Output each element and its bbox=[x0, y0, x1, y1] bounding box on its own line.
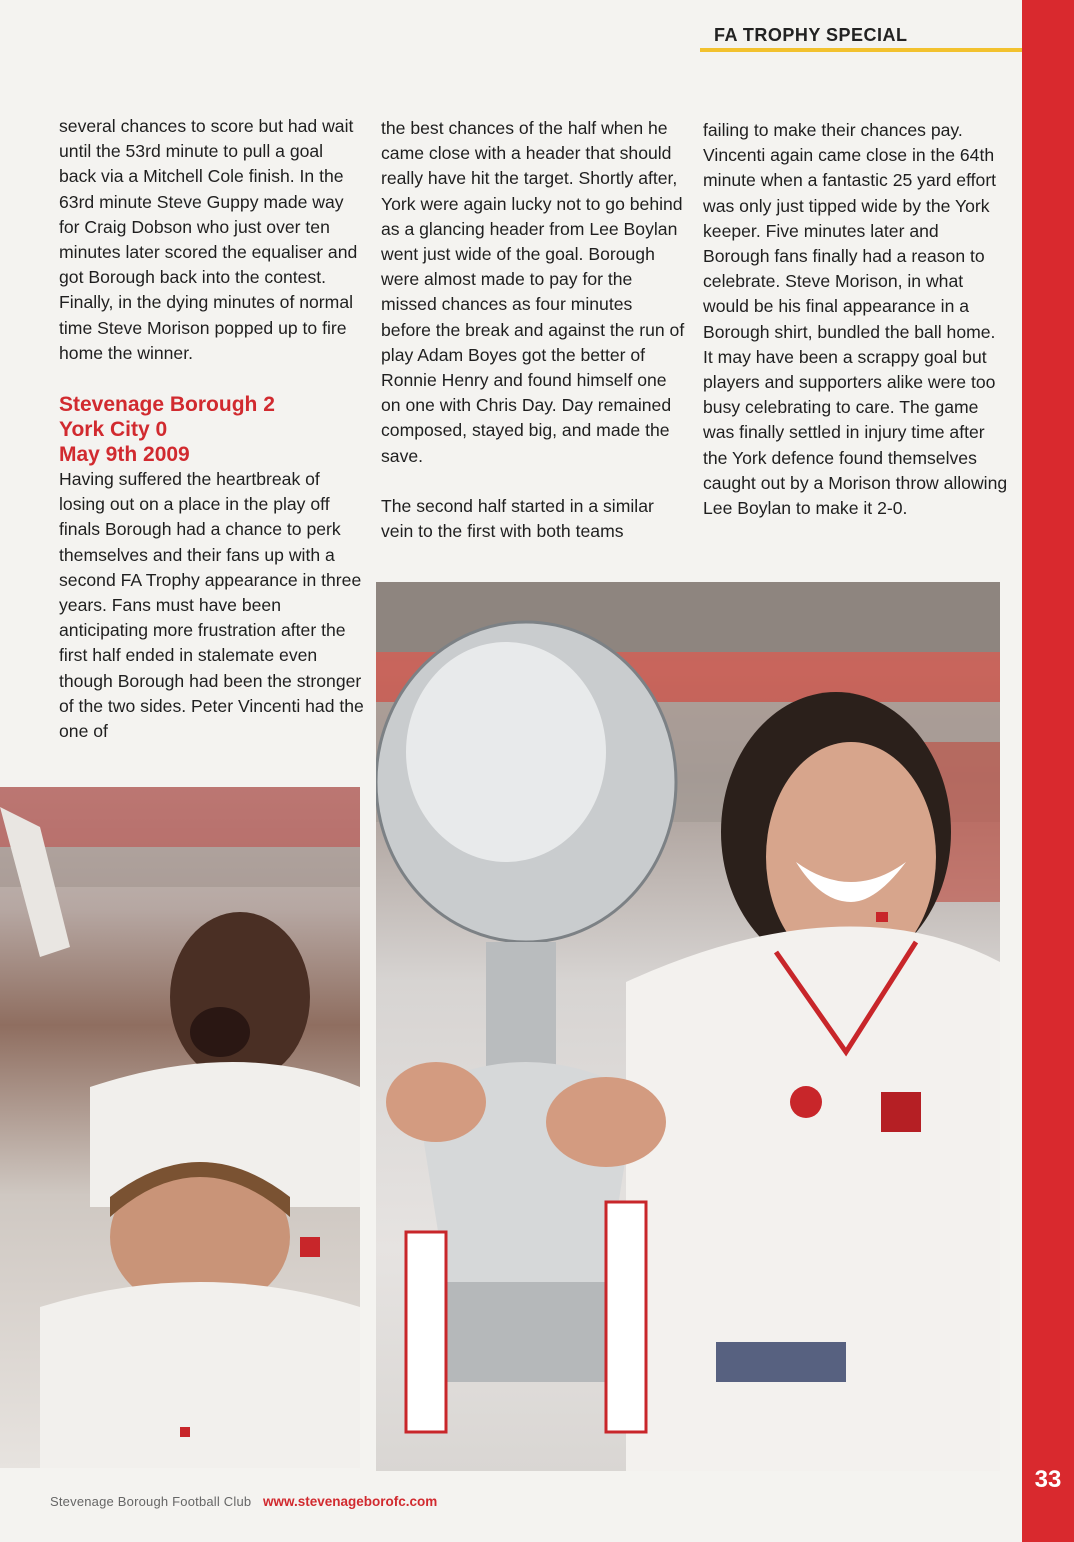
article-column-3 bbox=[703, 118, 1008, 521]
section-header bbox=[700, 22, 1025, 50]
match-title-line: York City 0 bbox=[59, 418, 168, 442]
header-rule bbox=[700, 48, 1025, 52]
article-paragraph: Having suffered the heartbreak of losing out on a place in the play off finals Borough had a chance to perk themselves and their fans up with a second FA Trophy appearance in three years. Fans must have been anticipating more frustration after the first half ended in stalemate even though Borough had been the stronger of the two sides. Peter Vincenti had the one of bbox=[59, 469, 364, 742]
article-paragraph: The second half started in a similar vein to the first with both teams bbox=[381, 495, 654, 542]
article-paragraph: failing to make their chances pay. Vincenti again came close in the 64th minute when a fantastic 25 yard effort was only just tipped wide by the York keeper. Five minutes later and Borough fans finally had a reason to celebrate. Steve Morison, in what would be his final appearance in a Borough shirt, bundled the ball home. It may have been a scrappy goal but players and supporters alike were too busy celebrating to care. The game was finally settled in injury time after the York defence found themselves caught out by a Morison throw allowing Lee Boylan to make it 2-0. bbox=[703, 120, 1008, 519]
article-paragraph: several chances to score but had wait until the 53rd minute to pull a goal back via a Mitchell Cole finish. In the 63rd minute Steve Guppy made way for Craig Dobson who just over ten minutes later scored the equaliser and got Borough back into the contest. Finally, in the dying minutes of normal time Steve Morison popped up to fire home the winner. bbox=[59, 116, 358, 363]
trophy-illustration bbox=[376, 582, 1000, 1471]
footer-website-link[interactable]: www.stevenageborofc.com bbox=[262, 1494, 438, 1509]
match-title-line: Stevenage Borough 2 bbox=[59, 393, 275, 417]
match-date: May 9th 2009 bbox=[59, 443, 190, 467]
section-label: FA TROPHY SPECIAL bbox=[714, 25, 908, 45]
article-column-1 bbox=[59, 114, 364, 744]
photo-celebrating-players bbox=[0, 787, 360, 1468]
article-paragraph: the best chances of the half when he came close with a header that should really have hit the target. Shortly after, York were again lucky not to go behind as a glancing header from Lee Boylan went just wide of the goal. Borough were almost made to pay for the missed chances as four minutes before the break and against the run of play Adam Boyes got the better of Ronnie Henry and found himself one on one with Chris Day. Day remained composed, stayed big, and made the save. bbox=[381, 118, 685, 466]
footer-club-name: Stevenage Borough Football Club bbox=[50, 1494, 252, 1509]
article-column-2 bbox=[381, 116, 686, 544]
page-footer bbox=[50, 1494, 437, 1509]
celebration-illustration bbox=[0, 787, 360, 1468]
match-title bbox=[59, 392, 364, 467]
page-edge-band bbox=[1022, 0, 1074, 1542]
page-number: 33 bbox=[1034, 1466, 1062, 1493]
photo-player-with-trophy bbox=[376, 582, 1000, 1471]
